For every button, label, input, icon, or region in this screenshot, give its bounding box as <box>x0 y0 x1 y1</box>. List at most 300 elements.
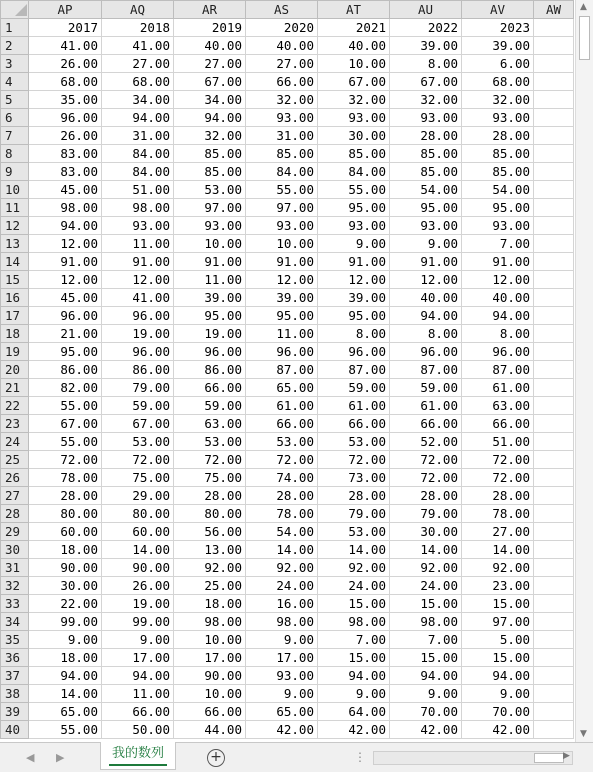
row-header[interactable]: 20 <box>1 361 29 379</box>
row-header[interactable]: 35 <box>1 631 29 649</box>
cell[interactable]: 19.00 <box>174 325 246 343</box>
cell[interactable]: 15.00 <box>390 595 462 613</box>
horizontal-scrollbar[interactable] <box>373 751 573 765</box>
row-header[interactable]: 10 <box>1 181 29 199</box>
cell[interactable]: 66.00 <box>246 415 318 433</box>
cell[interactable]: 72.00 <box>318 451 390 469</box>
cell[interactable]: 96.00 <box>102 343 174 361</box>
row-header[interactable]: 3 <box>1 55 29 73</box>
cell[interactable]: 40.00 <box>462 289 534 307</box>
cell[interactable]: 21.00 <box>29 325 102 343</box>
cell[interactable]: 9.00 <box>318 685 390 703</box>
cell[interactable]: 51.00 <box>102 181 174 199</box>
cell[interactable]: 28.00 <box>462 127 534 145</box>
cell[interactable]: 55.00 <box>246 181 318 199</box>
cell[interactable]: 96.00 <box>174 343 246 361</box>
row-header[interactable]: 25 <box>1 451 29 469</box>
cell[interactable]: 97.00 <box>246 199 318 217</box>
row-header[interactable]: 22 <box>1 397 29 415</box>
cell[interactable]: 42.00 <box>246 721 318 739</box>
cell[interactable]: 54.00 <box>462 181 534 199</box>
cell[interactable]: 84.00 <box>318 163 390 181</box>
cell[interactable] <box>534 271 574 289</box>
cell[interactable]: 40.00 <box>318 37 390 55</box>
cell[interactable]: 85.00 <box>318 145 390 163</box>
cell[interactable]: 80.00 <box>29 505 102 523</box>
cell[interactable]: 80.00 <box>102 505 174 523</box>
cell[interactable]: 12.00 <box>246 271 318 289</box>
cell[interactable]: 39.00 <box>462 37 534 55</box>
cell[interactable] <box>534 649 574 667</box>
row-header[interactable]: 32 <box>1 577 29 595</box>
cell[interactable]: 90.00 <box>174 667 246 685</box>
cell[interactable]: 66.00 <box>462 415 534 433</box>
cell[interactable]: 17.00 <box>102 649 174 667</box>
row-header[interactable]: 14 <box>1 253 29 271</box>
cell[interactable]: 75.00 <box>174 469 246 487</box>
cell[interactable]: 91.00 <box>29 253 102 271</box>
cell[interactable]: 94.00 <box>29 667 102 685</box>
cell[interactable]: 92.00 <box>318 559 390 577</box>
cell[interactable]: 11.00 <box>102 235 174 253</box>
column-header[interactable]: AT <box>318 1 390 19</box>
cell[interactable]: 87.00 <box>390 361 462 379</box>
row-header[interactable]: 17 <box>1 307 29 325</box>
cell[interactable]: 84.00 <box>102 163 174 181</box>
cell[interactable]: 85.00 <box>174 163 246 181</box>
cell[interactable]: 66.00 <box>174 703 246 721</box>
cell[interactable]: 95.00 <box>462 199 534 217</box>
cell[interactable]: 53.00 <box>174 433 246 451</box>
cell[interactable] <box>534 613 574 631</box>
cell[interactable]: 45.00 <box>29 289 102 307</box>
cell[interactable]: 39.00 <box>390 37 462 55</box>
column-header[interactable]: AS <box>246 1 318 19</box>
cell[interactable]: 92.00 <box>390 559 462 577</box>
cell[interactable]: 2020 <box>246 19 318 37</box>
cell[interactable]: 8.00 <box>318 325 390 343</box>
cell[interactable]: 28.00 <box>318 487 390 505</box>
cell[interactable]: 94.00 <box>462 667 534 685</box>
cell[interactable]: 61.00 <box>246 397 318 415</box>
cell[interactable]: 68.00 <box>29 73 102 91</box>
cell[interactable]: 51.00 <box>462 433 534 451</box>
cell[interactable]: 95.00 <box>390 199 462 217</box>
cell[interactable]: 91.00 <box>318 253 390 271</box>
cell[interactable]: 85.00 <box>462 145 534 163</box>
cell[interactable]: 28.00 <box>29 487 102 505</box>
cell[interactable]: 98.00 <box>318 613 390 631</box>
cell[interactable]: 10.00 <box>318 55 390 73</box>
cell[interactable]: 8.00 <box>390 325 462 343</box>
cell[interactable]: 66.00 <box>174 379 246 397</box>
column-header[interactable]: AQ <box>102 1 174 19</box>
cell[interactable]: 91.00 <box>246 253 318 271</box>
cell[interactable]: 10.00 <box>174 631 246 649</box>
cell[interactable]: 11.00 <box>246 325 318 343</box>
cell[interactable]: 9.00 <box>462 685 534 703</box>
cell[interactable] <box>534 595 574 613</box>
cell[interactable]: 96.00 <box>29 109 102 127</box>
cell[interactable]: 87.00 <box>318 361 390 379</box>
cell[interactable]: 15.00 <box>390 649 462 667</box>
column-header[interactable]: AW <box>534 1 574 19</box>
cell[interactable]: 86.00 <box>29 361 102 379</box>
cell[interactable]: 9.00 <box>29 631 102 649</box>
cell[interactable]: 28.00 <box>174 487 246 505</box>
cell[interactable]: 68.00 <box>462 73 534 91</box>
cell[interactable]: 98.00 <box>29 199 102 217</box>
cell[interactable]: 93.00 <box>390 109 462 127</box>
cell[interactable]: 96.00 <box>102 307 174 325</box>
cell[interactable] <box>534 91 574 109</box>
cell[interactable]: 34.00 <box>102 91 174 109</box>
row-header[interactable]: 38 <box>1 685 29 703</box>
cell[interactable]: 11.00 <box>102 685 174 703</box>
cell[interactable]: 66.00 <box>246 73 318 91</box>
cell[interactable]: 94.00 <box>102 109 174 127</box>
cell[interactable]: 40.00 <box>246 37 318 55</box>
cell[interactable]: 72.00 <box>462 451 534 469</box>
cell[interactable]: 27.00 <box>246 55 318 73</box>
cell[interactable]: 10.00 <box>174 235 246 253</box>
cell[interactable]: 98.00 <box>246 613 318 631</box>
sheet-tab-active[interactable] <box>100 742 176 770</box>
cell[interactable]: 14.00 <box>462 541 534 559</box>
cell[interactable]: 40.00 <box>390 289 462 307</box>
row-header[interactable]: 8 <box>1 145 29 163</box>
cell[interactable]: 53.00 <box>102 433 174 451</box>
scroll-up-icon[interactable]: ▲ <box>580 2 587 12</box>
row-header[interactable]: 18 <box>1 325 29 343</box>
cell[interactable]: 23.00 <box>462 577 534 595</box>
cell[interactable]: 85.00 <box>462 163 534 181</box>
scroll-right-icon[interactable]: ▶ <box>563 751 570 761</box>
cell[interactable]: 24.00 <box>390 577 462 595</box>
cell[interactable]: 83.00 <box>29 163 102 181</box>
cell[interactable] <box>534 145 574 163</box>
cell[interactable] <box>534 199 574 217</box>
cell[interactable]: 65.00 <box>246 703 318 721</box>
cell[interactable] <box>534 127 574 145</box>
cell[interactable]: 24.00 <box>318 577 390 595</box>
cell[interactable]: 61.00 <box>390 397 462 415</box>
cell[interactable]: 24.00 <box>246 577 318 595</box>
cell[interactable]: 9.00 <box>246 631 318 649</box>
cell[interactable]: 79.00 <box>390 505 462 523</box>
cell[interactable] <box>534 19 574 37</box>
cell[interactable]: 95.00 <box>29 343 102 361</box>
row-header[interactable]: 26 <box>1 469 29 487</box>
cell[interactable]: 30.00 <box>318 127 390 145</box>
cell[interactable] <box>534 415 574 433</box>
cell[interactable]: 84.00 <box>246 163 318 181</box>
cell[interactable]: 94.00 <box>390 307 462 325</box>
cell[interactable]: 31.00 <box>246 127 318 145</box>
cell[interactable]: 39.00 <box>174 289 246 307</box>
cell[interactable]: 45.00 <box>29 181 102 199</box>
cell[interactable]: 99.00 <box>29 613 102 631</box>
cell[interactable] <box>534 685 574 703</box>
cell[interactable]: 55.00 <box>318 181 390 199</box>
cell[interactable]: 94.00 <box>102 667 174 685</box>
row-header[interactable]: 34 <box>1 613 29 631</box>
cell[interactable]: 39.00 <box>318 289 390 307</box>
cell[interactable]: 7.00 <box>318 631 390 649</box>
cell[interactable]: 95.00 <box>318 307 390 325</box>
cell[interactable]: 18.00 <box>29 649 102 667</box>
cell[interactable]: 2017 <box>29 19 102 37</box>
cell[interactable]: 93.00 <box>246 667 318 685</box>
cell[interactable]: 32.00 <box>246 91 318 109</box>
cell[interactable]: 32.00 <box>318 91 390 109</box>
cell[interactable]: 95.00 <box>174 307 246 325</box>
cell[interactable]: 70.00 <box>390 703 462 721</box>
cell[interactable]: 2018 <box>102 19 174 37</box>
cell[interactable]: 73.00 <box>318 469 390 487</box>
cell[interactable]: 32.00 <box>390 91 462 109</box>
cell[interactable]: 31.00 <box>102 127 174 145</box>
cell[interactable] <box>534 307 574 325</box>
cell[interactable]: 17.00 <box>174 649 246 667</box>
cell[interactable] <box>534 163 574 181</box>
cell[interactable]: 14.00 <box>29 685 102 703</box>
cell[interactable]: 12.00 <box>318 271 390 289</box>
cell[interactable]: 72.00 <box>390 469 462 487</box>
row-header[interactable]: 33 <box>1 595 29 613</box>
cell[interactable]: 32.00 <box>174 127 246 145</box>
cell[interactable]: 94.00 <box>462 307 534 325</box>
cell[interactable]: 93.00 <box>390 217 462 235</box>
cell[interactable]: 60.00 <box>29 523 102 541</box>
cell[interactable]: 14.00 <box>318 541 390 559</box>
cell[interactable]: 72.00 <box>102 451 174 469</box>
cell[interactable]: 96.00 <box>318 343 390 361</box>
cell[interactable]: 22.00 <box>29 595 102 613</box>
row-header[interactable]: 2 <box>1 37 29 55</box>
cell[interactable]: 93.00 <box>462 109 534 127</box>
cell[interactable]: 66.00 <box>390 415 462 433</box>
cell[interactable]: 2019 <box>174 19 246 37</box>
cell[interactable]: 28.00 <box>462 487 534 505</box>
cell[interactable] <box>534 469 574 487</box>
cell[interactable] <box>534 181 574 199</box>
cell[interactable]: 99.00 <box>102 613 174 631</box>
vertical-scroll-thumb[interactable] <box>579 16 590 60</box>
cell[interactable]: 64.00 <box>318 703 390 721</box>
cell[interactable]: 85.00 <box>174 145 246 163</box>
cell[interactable]: 9.00 <box>246 685 318 703</box>
row-header[interactable]: 23 <box>1 415 29 433</box>
cell[interactable] <box>534 37 574 55</box>
cell[interactable] <box>534 631 574 649</box>
cell[interactable]: 9.00 <box>390 235 462 253</box>
cell[interactable]: 67.00 <box>318 73 390 91</box>
row-header[interactable]: 39 <box>1 703 29 721</box>
cell[interactable]: 72.00 <box>246 451 318 469</box>
cell[interactable]: 6.00 <box>462 55 534 73</box>
cell[interactable]: 96.00 <box>462 343 534 361</box>
row-header[interactable]: 9 <box>1 163 29 181</box>
cell[interactable]: 87.00 <box>462 361 534 379</box>
cell[interactable] <box>534 343 574 361</box>
cell[interactable]: 32.00 <box>462 91 534 109</box>
cell[interactable]: 35.00 <box>29 91 102 109</box>
cell[interactable]: 74.00 <box>246 469 318 487</box>
cell[interactable]: 98.00 <box>390 613 462 631</box>
cell[interactable]: 2023 <box>462 19 534 37</box>
cell[interactable]: 34.00 <box>174 91 246 109</box>
cell[interactable]: 92.00 <box>246 559 318 577</box>
cell[interactable]: 93.00 <box>246 109 318 127</box>
cell[interactable]: 50.00 <box>102 721 174 739</box>
cell[interactable] <box>534 253 574 271</box>
cell[interactable]: 67.00 <box>174 73 246 91</box>
horizontal-scroll-thumb[interactable] <box>534 753 564 763</box>
row-header[interactable]: 29 <box>1 523 29 541</box>
cell[interactable]: 44.00 <box>174 721 246 739</box>
cell[interactable]: 93.00 <box>102 217 174 235</box>
cell[interactable]: 59.00 <box>102 397 174 415</box>
cell[interactable]: 53.00 <box>318 523 390 541</box>
cell[interactable]: 55.00 <box>29 721 102 739</box>
cell[interactable]: 68.00 <box>102 73 174 91</box>
cell[interactable]: 86.00 <box>102 361 174 379</box>
cell[interactable]: 67.00 <box>102 415 174 433</box>
cell[interactable]: 84.00 <box>102 145 174 163</box>
cell[interactable]: 93.00 <box>462 217 534 235</box>
column-header[interactable]: AU <box>390 1 462 19</box>
cell[interactable]: 40.00 <box>174 37 246 55</box>
row-header[interactable]: 28 <box>1 505 29 523</box>
cell[interactable]: 41.00 <box>29 37 102 55</box>
splitter-handle[interactable]: ⋮ <box>354 750 366 764</box>
cell[interactable]: 66.00 <box>318 415 390 433</box>
cell[interactable]: 72.00 <box>174 451 246 469</box>
select-all-corner[interactable] <box>1 1 29 19</box>
cell[interactable]: 41.00 <box>102 289 174 307</box>
cell[interactable]: 91.00 <box>102 253 174 271</box>
cell[interactable]: 97.00 <box>462 613 534 631</box>
cell[interactable]: 30.00 <box>390 523 462 541</box>
cell[interactable]: 30.00 <box>29 577 102 595</box>
cell[interactable]: 42.00 <box>390 721 462 739</box>
cell[interactable]: 61.00 <box>462 379 534 397</box>
cell[interactable]: 85.00 <box>390 163 462 181</box>
cell[interactable]: 66.00 <box>102 703 174 721</box>
cell[interactable]: 12.00 <box>462 271 534 289</box>
cell[interactable]: 55.00 <box>29 397 102 415</box>
row-header[interactable]: 4 <box>1 73 29 91</box>
cell[interactable]: 91.00 <box>174 253 246 271</box>
cell[interactable]: 16.00 <box>246 595 318 613</box>
row-header[interactable]: 21 <box>1 379 29 397</box>
cell[interactable]: 79.00 <box>318 505 390 523</box>
cell[interactable]: 96.00 <box>29 307 102 325</box>
cell[interactable]: 28.00 <box>390 487 462 505</box>
row-header[interactable]: 15 <box>1 271 29 289</box>
cell[interactable]: 54.00 <box>390 181 462 199</box>
cell[interactable]: 92.00 <box>462 559 534 577</box>
cell[interactable]: 7.00 <box>462 235 534 253</box>
cell[interactable]: 63.00 <box>174 415 246 433</box>
cell[interactable]: 91.00 <box>390 253 462 271</box>
row-header[interactable]: 12 <box>1 217 29 235</box>
cell[interactable]: 93.00 <box>246 217 318 235</box>
cell[interactable]: 96.00 <box>390 343 462 361</box>
cell[interactable]: 55.00 <box>29 433 102 451</box>
cell[interactable]: 93.00 <box>318 109 390 127</box>
cell[interactable] <box>534 73 574 91</box>
cell[interactable]: 8.00 <box>462 325 534 343</box>
row-header[interactable]: 31 <box>1 559 29 577</box>
row-header[interactable]: 11 <box>1 199 29 217</box>
cell[interactable]: 26.00 <box>102 577 174 595</box>
cell[interactable]: 9.00 <box>102 631 174 649</box>
cell[interactable]: 11.00 <box>174 271 246 289</box>
cell[interactable]: 28.00 <box>246 487 318 505</box>
cell[interactable]: 95.00 <box>246 307 318 325</box>
cell[interactable]: 15.00 <box>318 649 390 667</box>
cell[interactable]: 86.00 <box>174 361 246 379</box>
cell[interactable]: 12.00 <box>29 235 102 253</box>
scroll-down-icon[interactable]: ▼ <box>580 729 587 739</box>
cell[interactable] <box>534 487 574 505</box>
cell[interactable]: 28.00 <box>390 127 462 145</box>
cell[interactable] <box>534 577 574 595</box>
cell[interactable]: 78.00 <box>246 505 318 523</box>
cell[interactable] <box>534 235 574 253</box>
cell[interactable]: 83.00 <box>29 145 102 163</box>
row-header[interactable]: 36 <box>1 649 29 667</box>
cell[interactable]: 90.00 <box>29 559 102 577</box>
cell[interactable]: 67.00 <box>29 415 102 433</box>
cell[interactable]: 53.00 <box>174 181 246 199</box>
cell[interactable]: 91.00 <box>462 253 534 271</box>
cell[interactable]: 8.00 <box>390 55 462 73</box>
row-header[interactable]: 16 <box>1 289 29 307</box>
cell[interactable] <box>534 505 574 523</box>
cell[interactable] <box>534 361 574 379</box>
cell[interactable] <box>534 433 574 451</box>
cell[interactable]: 12.00 <box>102 271 174 289</box>
cell[interactable]: 14.00 <box>102 541 174 559</box>
cell[interactable]: 5.00 <box>462 631 534 649</box>
cell[interactable] <box>534 703 574 721</box>
cell[interactable]: 12.00 <box>29 271 102 289</box>
cell[interactable]: 53.00 <box>318 433 390 451</box>
cell[interactable]: 98.00 <box>102 199 174 217</box>
cell[interactable] <box>534 559 574 577</box>
row-header[interactable]: 6 <box>1 109 29 127</box>
cell[interactable]: 95.00 <box>318 199 390 217</box>
row-header[interactable]: 7 <box>1 127 29 145</box>
cell[interactable]: 13.00 <box>174 541 246 559</box>
cell[interactable]: 94.00 <box>318 667 390 685</box>
cell[interactable]: 85.00 <box>390 145 462 163</box>
cell[interactable]: 2021 <box>318 19 390 37</box>
cell[interactable]: 59.00 <box>174 397 246 415</box>
cell[interactable]: 94.00 <box>29 217 102 235</box>
cell[interactable]: 41.00 <box>102 37 174 55</box>
cell[interactable]: 65.00 <box>29 703 102 721</box>
cell[interactable]: 14.00 <box>390 541 462 559</box>
cell[interactable]: 60.00 <box>102 523 174 541</box>
cell[interactable]: 54.00 <box>246 523 318 541</box>
cell[interactable]: 27.00 <box>102 55 174 73</box>
vertical-scrollbar[interactable] <box>575 0 593 742</box>
cell[interactable]: 15.00 <box>318 595 390 613</box>
